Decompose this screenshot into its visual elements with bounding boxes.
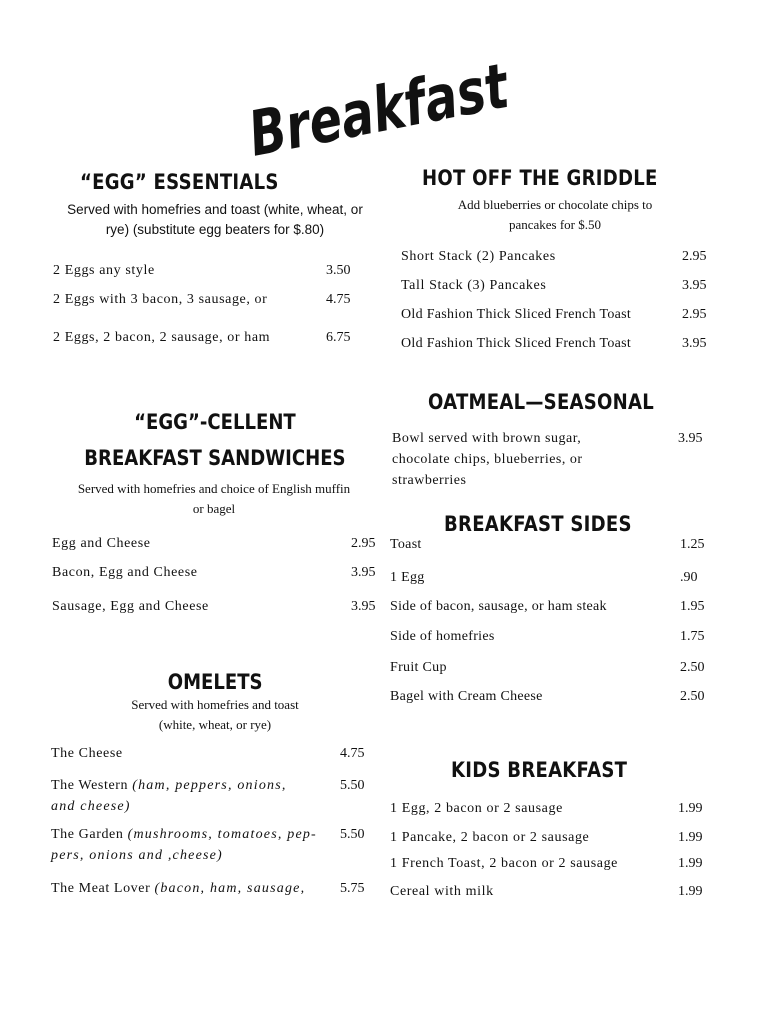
menu-item-price: 2.50 — [680, 660, 705, 675]
omelets-note-line-2: (white, wheat, or rye) — [158, 717, 272, 732]
menu-item-description: pers, onions and ,cheese) — [51, 848, 223, 863]
griddle-note-line-2: pancakes for $.50 — [508, 217, 602, 232]
menu-item-name: The Garden — [51, 827, 124, 842]
menu-item-price: 1.99 — [678, 884, 703, 899]
omelets-note-line-1: Served with homefries and toast — [131, 697, 299, 712]
menu-item-name: Egg and Cheese — [52, 536, 151, 551]
oatmeal-price: 3.95 — [678, 431, 703, 446]
menu-item-name: 1 Egg — [390, 570, 425, 585]
menu-item-name: The Cheese — [51, 746, 123, 761]
egg-essentials-heading: “EGG” ESSENTIALS — [80, 170, 279, 194]
menu-item-name: 2 Eggs, 2 bacon, 2 sausage, or ham — [53, 330, 271, 345]
menu-item-price: 3.95 — [351, 565, 376, 580]
menu-item-description: (mushrooms, tomatoes, pep- — [127, 827, 317, 842]
menu-item-line-1 — [51, 778, 287, 794]
oatmeal-desc-line-3: strawberries — [392, 473, 467, 488]
menu-item-price: 5.50 — [340, 778, 365, 793]
menu-item-name: The Western — [51, 778, 129, 793]
menu-item-line-1 — [51, 881, 305, 897]
kids-heading: KIDS BREAKFAST — [451, 758, 628, 782]
menu-item-price: 2.95 — [351, 536, 376, 551]
menu-item-name: Cereal with milk — [390, 884, 494, 899]
menu-item-name: Short Stack (2) Pancakes — [401, 249, 556, 264]
sides-heading: BREAKFAST SIDES — [444, 512, 632, 536]
sandwiches-note-line-2: or bagel — [192, 501, 236, 516]
menu-item-price: .90 — [680, 570, 698, 585]
menu-item-name: Sausage, Egg and Cheese — [52, 599, 209, 614]
menu-item-price: 3.50 — [326, 263, 351, 278]
menu-item-name: 2 Eggs any style — [53, 263, 155, 278]
omelets-heading-wrap — [40, 670, 390, 694]
menu-item-name: Bacon, Egg and Cheese — [52, 565, 198, 580]
menu-item-price: 3.95 — [351, 599, 376, 614]
menu-item-description: (ham, peppers, onions, — [132, 778, 287, 793]
menu-item-name: The Meat Lover — [51, 881, 151, 896]
menu-title-text: Breakfast — [242, 34, 589, 171]
menu-item-name: 2 Eggs with 3 bacon, 3 sausage, or — [53, 292, 268, 307]
menu-item-price: 3.95 — [682, 278, 707, 293]
sandwiches-heading-2-wrap — [40, 446, 390, 470]
menu-item-price: 5.75 — [340, 881, 365, 896]
egg-essentials-note-line-1: Served with homefries and toast (white, wheat, or — [67, 202, 363, 217]
oatmeal-desc-line-1: Bowl served with brown sugar, — [392, 431, 582, 446]
sandwiches-heading-1-wrap — [40, 410, 390, 434]
menu-item-name: 1 French Toast, 2 bacon or 2 sausage — [390, 856, 618, 871]
griddle-heading: HOT OFF THE GRIDDLE — [422, 166, 658, 190]
menu-item-price: 2.95 — [682, 307, 707, 322]
menu-item-description: and cheese) — [51, 799, 131, 814]
egg-essentials-note-line-2: rye) (substitute egg beaters for $.80) — [105, 222, 325, 237]
menu-item-name: 1 Pancake, 2 bacon or 2 sausage — [390, 830, 590, 845]
menu-title — [242, 34, 589, 171]
menu-item-name: Side of bacon, sausage, or ham steak — [390, 599, 607, 614]
menu-item-description: (bacon, ham, sausage, — [154, 881, 306, 896]
omelets-note — [40, 695, 390, 735]
menu-item-price: 1.25 — [680, 537, 705, 552]
menu-item-line-1 — [51, 827, 317, 843]
menu-item-price: 4.75 — [340, 746, 365, 761]
menu-item-price: 1.99 — [678, 856, 703, 871]
menu-item-name: Old Fashion Thick Sliced French Toast — [401, 336, 632, 351]
griddle-note-line-1: Add blueberries or chocolate chips to — [457, 197, 653, 212]
menu-item-price: 1.99 — [678, 801, 703, 816]
menu-item-name: Bagel with Cream Cheese — [390, 689, 543, 704]
omelets-heading: OMELETS — [167, 670, 263, 694]
oatmeal-heading: OATMEAL—SEASONAL — [428, 390, 655, 414]
menu-item-price: 1.99 — [678, 830, 703, 845]
menu-item-price: 1.95 — [680, 599, 705, 614]
menu-item-name: Side of homefries — [390, 629, 495, 644]
menu-item-name: Toast — [390, 537, 422, 552]
sandwiches-note — [40, 479, 388, 519]
oatmeal-desc-line-2: chocolate chips, blueberries, or — [392, 452, 583, 467]
menu-item-price: 2.50 — [680, 689, 705, 704]
menu-item-name: Old Fashion Thick Sliced French Toast — [401, 307, 632, 322]
griddle-note — [390, 195, 720, 235]
menu-item-price: 6.75 — [326, 330, 351, 345]
egg-essentials-note — [40, 200, 390, 240]
sandwiches-heading-1: “EGG”-CELLENT — [134, 410, 296, 434]
menu-item-price: 2.95 — [682, 249, 707, 264]
menu-item-name: Tall Stack (3) Pancakes — [401, 278, 547, 293]
sandwiches-heading-2: BREAKFAST SANDWICHES — [84, 446, 346, 470]
sandwiches-note-line-1: Served with homefries and choice of English muffin — [77, 481, 351, 496]
menu-item-price: 3.95 — [682, 336, 707, 351]
menu-item-price: 4.75 — [326, 292, 351, 307]
menu-item-name: Fruit Cup — [390, 660, 447, 675]
menu-item-name: 1 Egg, 2 bacon or 2 sausage — [390, 801, 563, 816]
menu-item-price: 1.75 — [680, 629, 705, 644]
menu-item-price: 5.50 — [340, 827, 365, 842]
